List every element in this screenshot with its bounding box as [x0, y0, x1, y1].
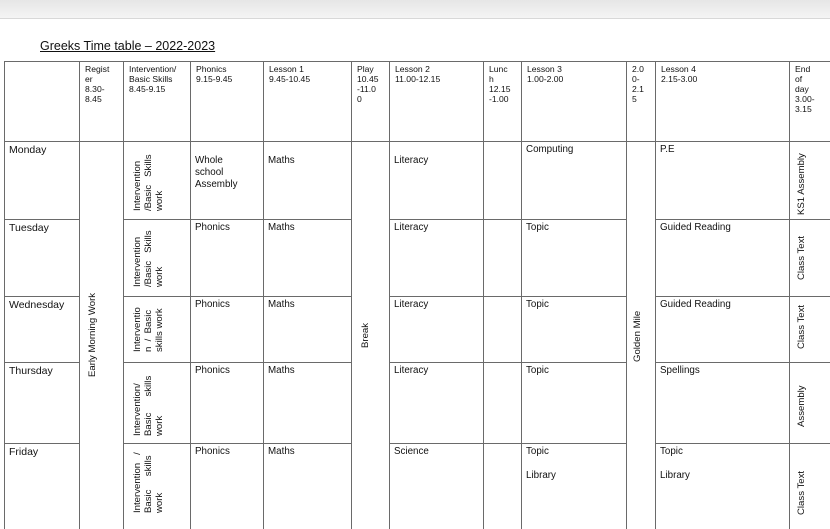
- header-play: Play 10.45 -11.0 0: [357, 64, 379, 104]
- row-divider: [483, 362, 521, 363]
- cell-monday-end-of-day: KS1 Assembly: [795, 153, 807, 215]
- column-divider: [655, 61, 656, 529]
- row-divider: [123, 219, 190, 220]
- row-divider: [521, 141, 626, 142]
- header-intervention: Intervention/ Basic Skills 8.45-9.15: [129, 64, 177, 94]
- day-label-friday: Friday: [9, 446, 39, 458]
- cell-thursday-lesson2: Literacy: [394, 365, 429, 376]
- column-divider: [789, 61, 790, 529]
- cell-tuesday-end-of-day: Class Text: [795, 235, 807, 280]
- header-lesson2: Lesson 2 11.00-12.15: [395, 64, 441, 84]
- row-divider: [123, 296, 190, 297]
- column-divider: [389, 61, 390, 529]
- row-divider: [521, 443, 626, 444]
- row-divider: [263, 443, 351, 444]
- row-divider: [655, 141, 789, 142]
- header-mile: 2.0 0- 2.1 5: [632, 64, 644, 104]
- row-divider: [789, 296, 830, 297]
- cell-friday-phonics: Phonics: [195, 446, 230, 457]
- row-divider: [4, 443, 79, 444]
- column-divider: [263, 61, 264, 529]
- row-divider: [483, 141, 521, 142]
- row-divider: [389, 362, 483, 363]
- row-divider: [789, 443, 830, 444]
- cell-wednesday-lesson1: Maths: [268, 299, 295, 310]
- cell-thursday-lesson4: Spellings: [660, 365, 700, 376]
- cell-friday-lesson4: Topic Library: [660, 446, 690, 481]
- row-divider: [123, 362, 190, 363]
- row-divider: [190, 219, 263, 220]
- row-divider: [655, 219, 789, 220]
- header-lunch: Lunc h 12.15 -1.00: [489, 64, 511, 104]
- cell-wednesday-lesson2: Literacy: [394, 299, 429, 310]
- day-label-tuesday: Tuesday: [9, 222, 49, 234]
- cell-wednesday-lesson3: Topic: [526, 299, 549, 310]
- row-divider: [79, 141, 123, 142]
- cell-monday-lesson2: Literacy: [394, 155, 429, 166]
- cell-monday-lesson4: P.E: [660, 144, 675, 155]
- header-register: Regist er 8.30- 8.45: [85, 64, 110, 104]
- row-divider: [655, 362, 789, 363]
- column-divider: [521, 61, 522, 529]
- row-divider: [263, 296, 351, 297]
- cell-thursday-phonics: Phonics: [195, 365, 230, 376]
- row-divider: [789, 362, 830, 363]
- cell-wednesday-end-of-day: Class Text: [795, 304, 807, 349]
- cell-tuesday-lesson1: Maths: [268, 222, 295, 233]
- cell-tuesday-lesson2: Literacy: [394, 222, 429, 233]
- row-divider: [521, 296, 626, 297]
- day-label-monday: Monday: [9, 144, 47, 156]
- row-divider: [190, 443, 263, 444]
- row-divider: [190, 362, 263, 363]
- row-divider: [389, 296, 483, 297]
- cell-friday-lesson3: Topic Library: [526, 446, 556, 481]
- row-divider: [389, 141, 483, 142]
- row-divider: [4, 296, 79, 297]
- cell-wednesday-lesson4: Guided Reading: [660, 299, 731, 310]
- header-phonics: Phonics 9.15-9.45: [196, 64, 233, 84]
- header-lesson1: Lesson 1 9.45-10.45: [269, 64, 311, 84]
- row-divider: [483, 219, 521, 220]
- day-label-thursday: Thursday: [9, 365, 53, 377]
- row-divider: [521, 362, 626, 363]
- cell-tuesday-lesson4: Guided Reading: [660, 222, 731, 233]
- cell-friday-lesson2: Science: [394, 446, 429, 457]
- header-lesson4: Lesson 4 2.15-3.00: [661, 64, 698, 84]
- row-divider: [263, 219, 351, 220]
- row-divider: [123, 141, 190, 142]
- page-title: Greeks Time table – 2022-2023: [40, 39, 216, 53]
- cell-wednesday-phonics: Phonics: [195, 299, 230, 310]
- column-divider: [351, 61, 352, 529]
- row-divider: [190, 141, 263, 142]
- row-divider: [190, 296, 263, 297]
- cell-tuesday-lesson3: Topic: [526, 222, 549, 233]
- row-divider: [351, 141, 389, 142]
- cell-monday-lesson3: Computing: [526, 144, 574, 155]
- row-divider: [655, 443, 789, 444]
- row-divider: [389, 443, 483, 444]
- cell-friday-end-of-day: Class Text: [795, 470, 807, 515]
- golden-mile-cell: Golden Mile: [631, 310, 643, 362]
- row-divider: [483, 296, 521, 297]
- cell-monday-phonics: Whole school Assembly: [195, 155, 238, 190]
- cell-friday-intervention: Intervention / Basic skills work: [131, 451, 165, 513]
- cell-thursday-intervention: Intervention/ Basic skills work: [131, 375, 165, 436]
- row-divider: [626, 141, 655, 142]
- row-divider: [521, 219, 626, 220]
- row-divider: [4, 362, 79, 363]
- row-divider: [4, 219, 79, 220]
- header-lesson3: Lesson 3 1.00-2.00: [527, 64, 564, 84]
- cell-thursday-end-of-day: Assembly: [795, 385, 807, 427]
- row-divider: [483, 443, 521, 444]
- row-divider: [263, 141, 351, 142]
- row-divider: [789, 141, 830, 142]
- cell-thursday-lesson1: Maths: [268, 365, 295, 376]
- early-morning-work-cell: Early Morning Work: [86, 292, 98, 377]
- cell-monday-lesson1: Maths: [268, 155, 295, 166]
- break-cell: Break: [359, 322, 371, 348]
- row-divider: [655, 296, 789, 297]
- row-divider: [389, 219, 483, 220]
- cell-friday-lesson1: Maths: [268, 446, 295, 457]
- table-top-border: [4, 61, 830, 62]
- row-divider: [4, 141, 79, 142]
- header-end: End of day 3.00- 3.15: [795, 64, 815, 114]
- cell-tuesday-intervention: Intervention /Basic Skills work: [131, 229, 165, 287]
- column-divider: [123, 61, 124, 529]
- cell-wednesday-intervention: Interventio n / Basic skills work: [131, 306, 165, 352]
- column-divider: [4, 61, 5, 529]
- row-divider: [789, 219, 830, 220]
- column-divider: [483, 61, 484, 529]
- row-divider: [123, 443, 190, 444]
- row-divider: [263, 362, 351, 363]
- column-divider: [190, 61, 191, 529]
- cell-monday-intervention: Intervention /Basic Skills work: [131, 153, 165, 211]
- day-label-wednesday: Wednesday: [9, 299, 65, 311]
- cell-thursday-lesson3: Topic: [526, 365, 549, 376]
- column-divider: [626, 61, 627, 529]
- viewer-top-bar: [0, 0, 830, 19]
- column-divider: [79, 61, 80, 529]
- cell-tuesday-phonics: Phonics: [195, 222, 230, 233]
